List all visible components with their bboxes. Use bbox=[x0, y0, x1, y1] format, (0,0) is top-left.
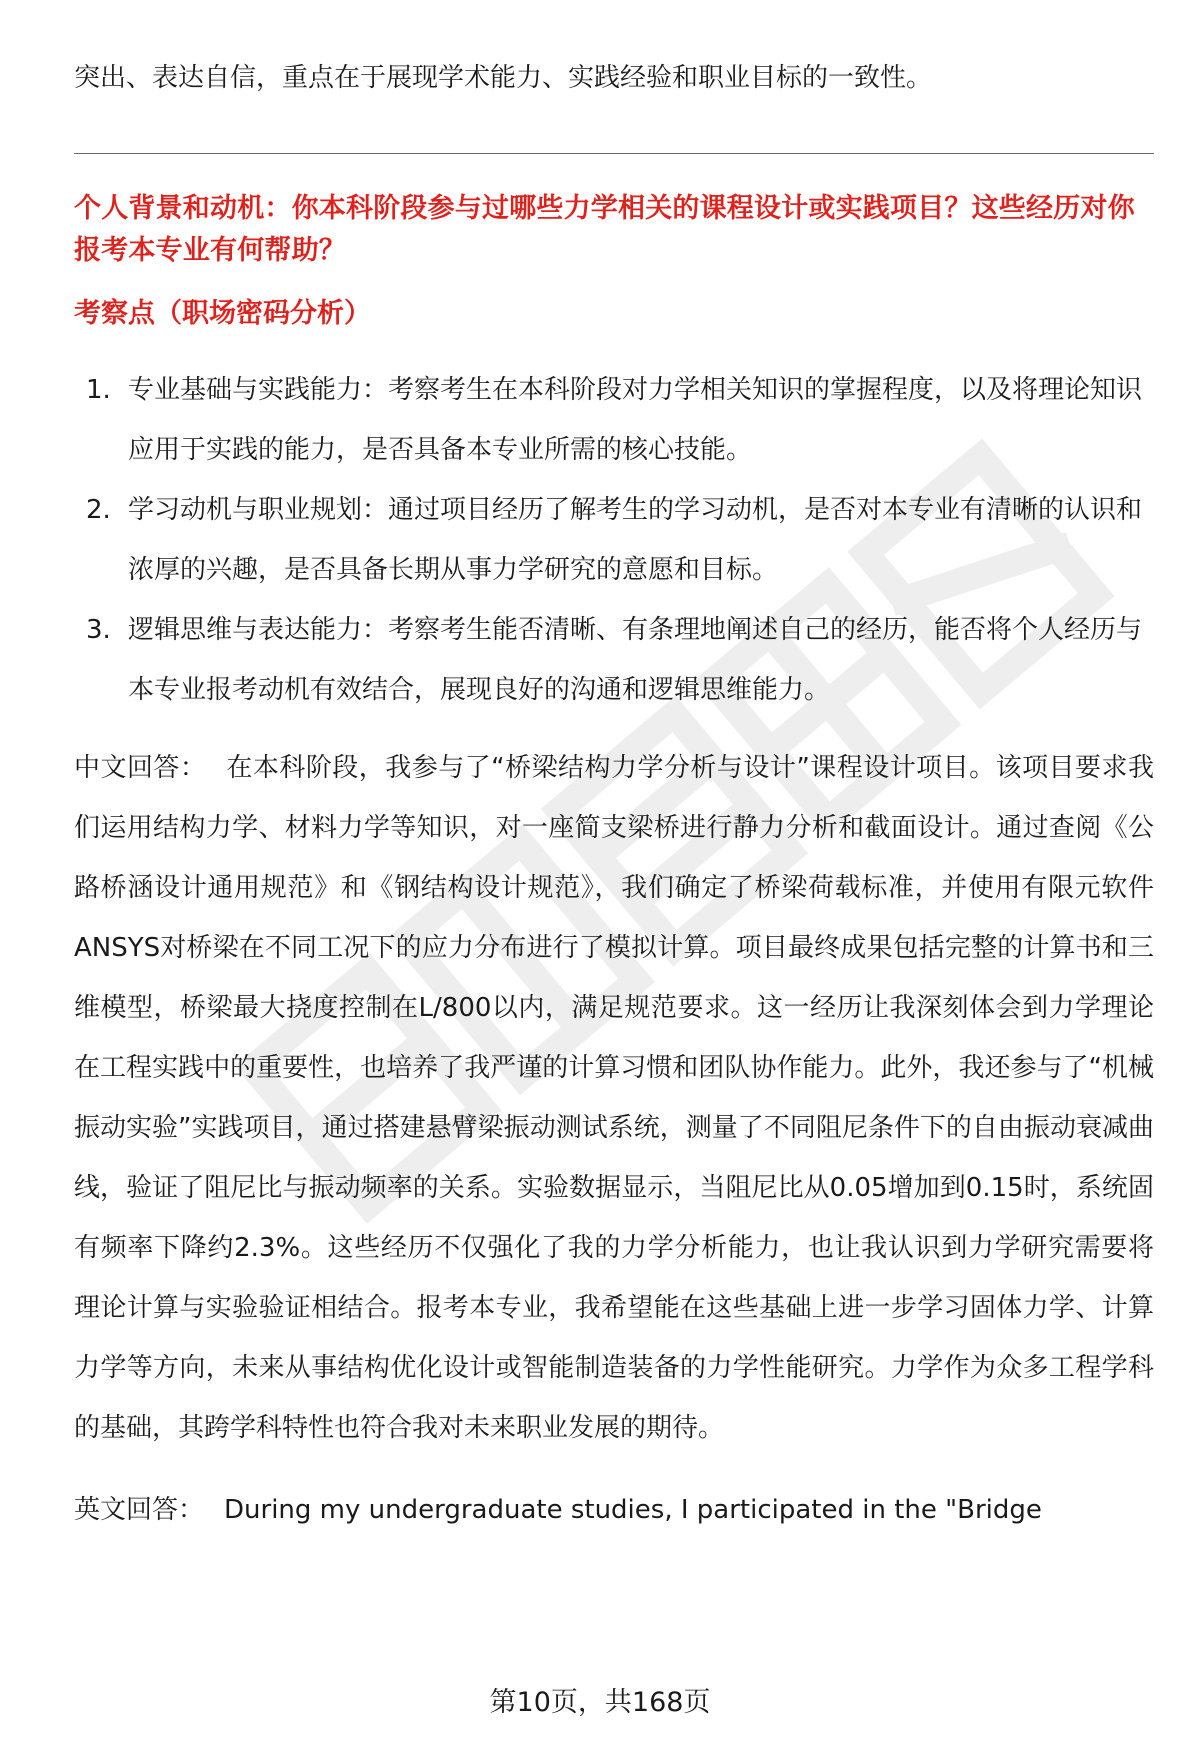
english-answer bbox=[74, 1490, 1154, 1530]
list-item-text: 逻辑思维与表达能力：考察考生能否清晰、有条理地阐述自己的经历，能否将个人经历与本专业报考动机有效结合，展现良好的沟通和逻辑思维能力。 bbox=[128, 615, 1143, 705]
assessment-points-list bbox=[74, 360, 1154, 720]
list-item-number: 1. bbox=[86, 375, 111, 405]
chinese-answer bbox=[74, 738, 1154, 1458]
section-divider bbox=[74, 153, 1154, 154]
english-answer-text: During my undergraduate studies, I participated in the "Bridge bbox=[224, 1495, 1042, 1525]
list-item-number: 3. bbox=[86, 615, 111, 645]
list-item bbox=[74, 360, 1154, 480]
chinese-answer-label: 中文回答： bbox=[74, 753, 207, 783]
list-item-number: 2. bbox=[86, 495, 111, 525]
question-heading: 个人背景和动机：你本科阶段参与过哪些力学相关的课程设计或实践项目？这些经历对你报考本专业有何帮助？ bbox=[74, 193, 1135, 266]
page-number: 第10页，共168页 bbox=[489, 1687, 711, 1718]
page-content bbox=[74, 58, 1154, 1530]
list-item bbox=[74, 600, 1154, 720]
list-item-text: 学习动机与职业规划：通过项目经历了解考生的学习动机，是否对本专业有清晰的认识和浓厚的兴趣，是否具备长期从事力学研究的意愿和目标。 bbox=[128, 495, 1143, 585]
assessment-points-title: 考察点（职场密码分析） bbox=[74, 298, 371, 329]
lead-paragraph: 突出、表达自信，重点在于展现学术能力、实践经验和职业目标的一致性。 bbox=[74, 63, 933, 93]
english-answer-label: 英文回答： bbox=[74, 1495, 205, 1525]
list-item-text: 专业基础与实践能力：考察考生在本科阶段对力学相关知识的掌握程度，以及将理论知识应用于实践的能力，是否具备本专业所需的核心技能。 bbox=[128, 375, 1143, 465]
chinese-answer-text: 在本科阶段，我参与了“桥梁结构力学分析与设计”课程设计项目。该项目要求我们运用结构力学、材料力学等知识，对一座简支梁桥进行静力分析和截面设计。通过查阅《公路桥涵设计通用规范》和《钢结构设计规范》，我们确定了桥梁荷载标准，并使用有限元软件ANSYS对桥梁在不同工况下的应力分布进行了模拟计算。项目最终成果包括完整的计算书和三维模型，桥梁最大挠度控制在L/800以内，满足规范要求。这一经历让我深刻体会到力学理论在工程实践中的重要性，也培养了我严谨的计算习惯和团队协作能力。此外，我还参与了“机械振动实验”实践项目，通过搭建悬臂梁振动测试系统，测量了不同阻尼条件下的自由振动衰减曲线，验证了阻尼比与振动频率的关系。实验数据显示，当阻尼比从0.05增加到0.15时，系统固有频率下降约2.3%。这些经历不仅强化了我的力学分析能力，也让我认识到力学研究需要将理论计算与实验验证相结合。报考本专业，我希望能在这些基础上进一步学习固体力学、计算力学等方向，未来从事结构优化设计或智能制造装备的力学性能研究。力学作为众多工程学科的基础，其跨学科特性也符合我对未来职业发展的期待。 bbox=[74, 753, 1154, 1443]
list-item bbox=[74, 480, 1154, 600]
